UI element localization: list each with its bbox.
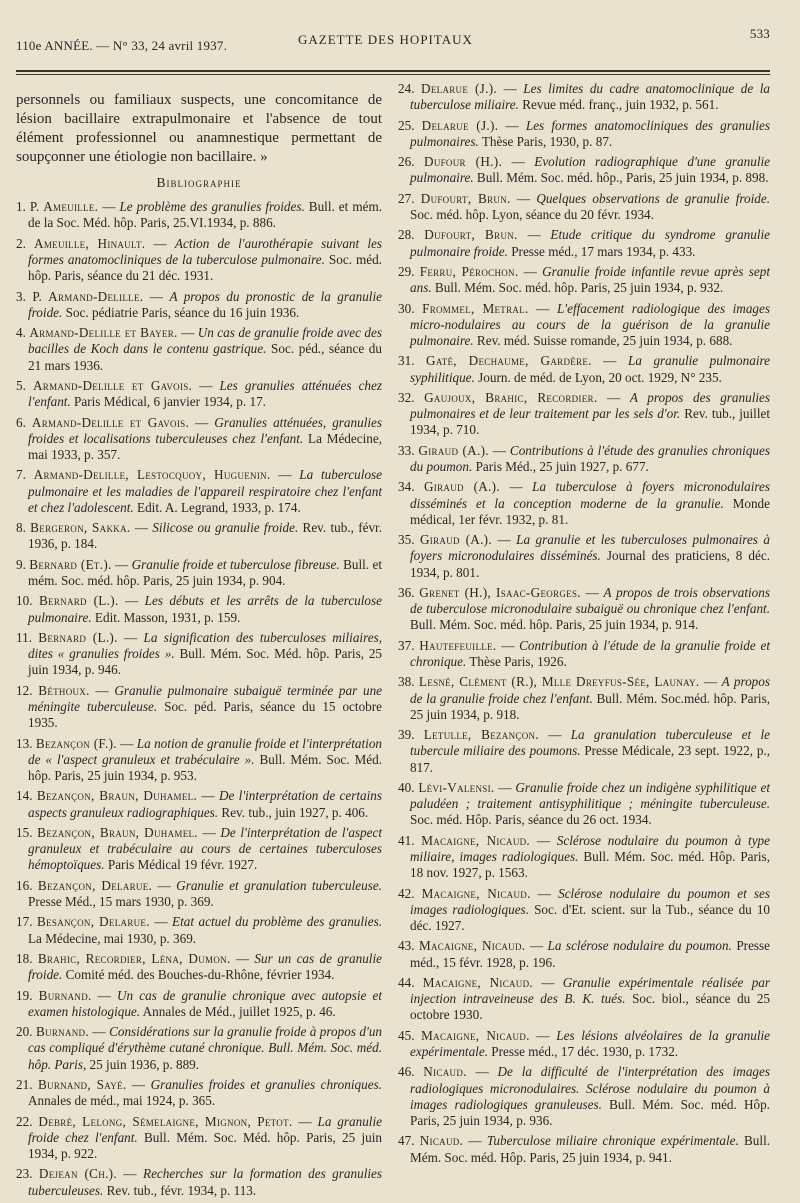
reference-item: 19. Burnand. — Un cas de granulie chronique avec autopsie et examen histologique. Annales de Méd., juillet 1925, p. 46. (16, 987, 383, 1019)
reference-item: 9. Bernard (Et.). — Granulie froide et tuberculose fibreuse. Bull. et mém. Soc. méd. hôp. Paris, 25 juin 1934, p. 904. (16, 556, 383, 588)
page-header (16, 24, 770, 56)
reference-title: La granulie froide chez l'enfant. (28, 1113, 382, 1145)
reference-number: 1. (16, 199, 26, 215)
reference-source: Soc. péd. Paris, séance du 15 octobre 1935. (28, 698, 383, 731)
reference-authors: Bernard (L.). (38, 629, 118, 645)
reference-title: Les formes anatomocliniques des granulies pulmonaires. (410, 117, 770, 149)
reference-item: 43. Macaigne, Nicaud. — La sclérose nodulaire du poumon. Presse méd., 15 févr. 1928, p. 196. (398, 938, 771, 970)
reference-item: 10. Bernard (L.). — Les débuts et les arrêts de la tuberculose pulmonaire. Edit. Masson, 1931, p. 159. (16, 593, 383, 625)
reference-authors: Macaigne, Nicaud. (421, 1027, 530, 1043)
reference-item: 38. Lesné, Clément (R.), Mlle Dreyfus-Sée, Launay. — A propos de la granulie froide chez l'enfant. Bull. Mém. Soc.méd. hôp. Paris, 25 juin 1934, p. 918. (398, 674, 770, 722)
reference-item: 17. Besançon, Delarue. — Etat actuel du problème des granulies. La Médecine, mai 1930, p. 369. (16, 914, 383, 946)
reference-item: 22. Debré, Lelong, Sémelaigne, Mignon, Petot. — La granulie froide chez l'enfant. Bull. Mém. Soc. Méd. hôp. Paris, 25 juin 1934, p. 922. (16, 1113, 382, 1161)
reference-list-right (398, 81, 770, 1166)
reference-title: Recherches sur la formation des granulies tuberculeuses. (28, 1166, 383, 1198)
reference-item: 12. Béthoux. — Granulie pulmonaire subaiguë terminée par une méningite tuberculeuse. Soc. péd. Paris, séance du 15 octobre 1935. (16, 682, 383, 731)
reference-item: 4. Armand-Delille et Bayer. — Un cas de granulie froide avec des bacilles de Koch dans le contenu gastrique. Soc. péd., séance du 21 mars 1936. (16, 325, 383, 373)
reference-authors: Bergeron, Sakka. (30, 520, 131, 536)
reference-authors: Giraud (A.). (423, 479, 500, 495)
reference-source: Rev. tub., juin 1927, p. 406. (221, 804, 369, 820)
reference-title: La tuberculose à foyers micronodulaires disséminés et la conception moderne de la granulie. (410, 479, 770, 511)
reference-source: Journal des praticiens, 8 déc. 1934, p. 801. (410, 548, 770, 580)
reference-authors: Bernard (L.). (38, 593, 119, 609)
reference-item: 11. Bernard (L.). — La signification des tuberculoses miliaires, dites « granulies froides ». Bull. Mém. Soc. Méd. hôp. Paris, 25 juin 1934, p. 946. (16, 629, 383, 678)
reference-list-left (16, 199, 382, 1199)
reference-source: Rev. méd. Suisse romande, 25 juin 1934, p. 688. (476, 332, 733, 348)
reference-authors: Grenet (H.), Isaac-Georges. (419, 584, 581, 600)
reference-title: De la difficulté de l'interprétation des images radiologiques micronodulaires. Sclérose nodulaire du poumon à images radiologiques granuleuses. (410, 1064, 771, 1112)
reference-title: La granulie et les tuberculoses pulmonaires à foyers micronodulaires disséminés. (410, 532, 771, 564)
reference-authors: Bernard (Et.). (29, 556, 112, 572)
reference-source: Presse méd., 17 mars 1934, p. 433. (511, 243, 696, 259)
reference-authors: Ameuille, Hinault. (34, 235, 146, 251)
reference-source: Edit. Masson, 1931, p. 159. (94, 609, 241, 625)
reference-number: 24. (398, 81, 415, 96)
reference-title: Contribution à l'étude de la granulie froide et chronique. (410, 637, 771, 669)
left-column (16, 81, 382, 1203)
reference-number: 21. (16, 1076, 33, 1092)
reference-title: Sclérose nodulaire du poumon et ses images radiologiques. (410, 885, 771, 917)
reference-source: Comité méd. des Bouches-du-Rhône, février 1934. (65, 967, 335, 983)
reference-source: Bull. Mém. Soc. méd. Hôp. Paris, 18 nov. 1927, p. 1563. (410, 848, 770, 881)
reference-title: Un cas de granulie chronique avec autopsie et examen histologique. (28, 987, 383, 1019)
reference-item: 41. Macaigne, Nicaud. — Sclérose nodulaire du poumon à type miliaire, images radiologiques. Bull. Mém. Soc. méd. Hôp. Paris, 18 nov. 1927, p. 1563. (398, 832, 770, 881)
reference-title: Etude critique du syndrome granulie pulmonaire froide. (410, 227, 771, 259)
reference-title: Granulie froide et tuberculose fibreuse. (131, 556, 340, 572)
reference-number: 28. (398, 227, 415, 243)
reference-title: A propos du pronostic de la granulie froide. (28, 288, 382, 320)
reference-item: 24. Delarue (J.). — Les limites du cadre anatomoclinique de la tuberculose miliaire. Revue méd. franç., juin 1932, p. 561. (398, 81, 771, 113)
reference-item: 16. Bezançon, Delarue. — Granulie et granulation tuberculeuse. Presse Méd., 15 mars 1930, p. 369. (16, 877, 383, 909)
reference-item: 27. Dufourt, Brun. — Quelques observations de granulie froide. Soc. méd. hôp. Lyon, séance du 20 févr. 1934. (398, 190, 771, 222)
reference-number: 2. (16, 235, 26, 251)
reference-item: 35. Giraud (A.). — La granulie et les tuberculoses pulmonaires à foyers micronodulaires disséminés. Journal des praticiens, 8 déc. 1934, p. 801. (398, 532, 771, 580)
reference-number: 10. (16, 593, 33, 609)
right-column (398, 81, 770, 1203)
reference-title: A propos de la granulie froide chez l'enfant. (410, 674, 770, 706)
reference-authors: Armand-Delille et Bayer. (29, 325, 178, 341)
reference-number: 20. (16, 1024, 33, 1040)
reference-authors: Bezançon, Braun, Duhamel. (37, 824, 198, 840)
reference-authors: Gaujoux, Brahic, Recordier. (424, 389, 598, 405)
reference-number: 6. (16, 414, 26, 430)
reference-number: 4. (16, 325, 26, 341)
reference-source: Bull. Mém. Soc. méd. hôp. Paris, 25 juin 1934, p. 914. (410, 617, 699, 633)
reference-number: 8. (16, 520, 26, 536)
reference-number: 34. (398, 479, 415, 495)
reference-item: 8. Bergeron, Sakka. — Silicose ou granulie froide. Rev. tub., févr. 1936, p. 184. (16, 520, 383, 552)
reference-source: Paris Méd., 25 juin 1927, p. 677. (475, 458, 649, 474)
reference-authors: Macaigne, Nicaud. (418, 938, 526, 954)
reference-number: 5. (16, 377, 26, 393)
reference-title: Granulie expérimentale réalisée par injection intraveineuse des B. K. tués. (410, 974, 771, 1007)
reference-number: 41. (398, 832, 415, 848)
reference-title: La granulation tuberculeuse et le tubercule miliaire des poumons. (410, 727, 770, 759)
reference-number: 37. (398, 637, 415, 653)
reference-source: Bull. Mém. Soc. Méd. hôp. Paris, 25 juin 1934, p. 953. (28, 751, 382, 783)
reference-number: 17. (16, 914, 33, 930)
reference-source: Soc. d'Et. scient. sur la Tub., séance du 10 déc. 1927. (410, 901, 771, 933)
reference-item: 46. Nicaud. — De la difficulté de l'interprétation des images radiologiques micronodulaires. Sclérose nodulaire du poumon à images radiologiques granuleuses. Bull. Mém. Soc. méd. Hôp. Paris, 25 juin 1934, p. 936. (398, 1064, 771, 1128)
reference-number: 47. (398, 1133, 415, 1149)
reference-item: 1. P. Ameuille. — Le problème des granulies froides. Bull. et mém. de la Soc. Méd. hôp. Paris, 25.VI.1934, p. 886. (16, 199, 382, 231)
reference-item: 44. Macaigne, Nicaud. — Granulie expérimentale réalisée par injection intraveineuse des B. K. tués. Soc. biol., séance du 25 octobre 1930. (398, 974, 771, 1023)
reference-number: 16. (16, 877, 33, 893)
reference-title: Les débuts et les arrêts de la tuberculose pulmonaire. (28, 593, 383, 625)
reference-title: Quelques observations de granulie froide. (536, 190, 771, 206)
reference-number: 7. (16, 467, 26, 483)
reference-title: Contributions à l'étude des granulies chroniques du poumon. (410, 442, 770, 474)
reference-item: 7. Armand-Delille, Lestocquoy, Huguenin. — La tuberculose pulmonaire et les maladies de l'appareil respiratoire chez l'enfant et chez l'adolescent. Edit. A. Legrand, 1933, p. 174. (16, 467, 383, 515)
reference-source: Soc. pédiatrie Paris, séance du 16 juin 1936. (65, 304, 300, 320)
reference-item: 5. Armand-Delille et Gavois. — Les granulies atténuées chez l'enfant. Paris Médical, 6 janvier 1934, p. 17. (16, 377, 383, 410)
bibliography-heading: Bibliographie (156, 175, 242, 190)
reference-source: Rev. tub., juillet 1934, p. 710. (410, 406, 771, 438)
reference-authors: Armand-Delille et Gavois. (31, 414, 190, 430)
reference-item: 31. Gaté, Dechaume, Gardère. — La granulie pulmonaire syphilitique. Journ. de méd. de Lyon, 20 oct. 1929, N° 235. (398, 353, 770, 385)
reference-source: Rev. tub., févr. 1934, p. 113. (106, 1182, 257, 1198)
reference-item: 34. Giraud (A.). — La tuberculose à foyers micronodulaires disséminés et la conception moderne de la granulie. Monde médical, 1er févr. 1932, p. 81. (398, 479, 771, 527)
reference-authors: Dufourt, Brun. (424, 227, 518, 243)
header-rule (16, 70, 770, 75)
reference-number: 18. (16, 950, 33, 966)
reference-authors: Giraud (A.). (418, 442, 489, 458)
reference-source: Presse Médicale, 23 sept. 1922, p., 817. (410, 743, 771, 775)
reference-number: 44. (398, 974, 415, 990)
reference-authors: Delarue (J.). (421, 81, 497, 96)
reference-title: Etat actuel du problème des granulies. (172, 914, 383, 930)
reference-title: A propos de trois observations de tuberculose micronodulaire subaiguë ou chronique chez l'enfant. (410, 584, 771, 617)
reference-authors: Bezançon (F.). (35, 735, 117, 751)
reference-authors: Nicaud. (423, 1064, 467, 1080)
reference-title: Les lésions alvéolaires de la granulie expérimentale. (410, 1027, 771, 1059)
reference-authors: Dufour (H.). (424, 154, 503, 170)
reference-title: Sclérose nodulaire du poumon à type miliaire, images radiologiques. (410, 832, 770, 864)
reference-number: 26. (398, 154, 415, 170)
reference-source: La Médecine, mai 1933, p. 357. (28, 430, 383, 462)
reference-source: Soc. méd. Hôp. Paris, séance du 26 oct. 1934. (410, 812, 652, 828)
reference-authors: Bezançon, Delarue. (37, 877, 153, 893)
reference-title: Evolution radiographique d'une granulie pulmonaire. (410, 154, 771, 186)
reference-number: 22. (16, 1113, 33, 1129)
reference-title: Un cas de granulie froide avec des bacilles de Koch dans le contenu gastrique. (28, 325, 383, 357)
reference-authors: Hautefeuille. (419, 637, 497, 653)
reference-source: Bull. Mém. Soc. méd. Hôp. Paris, 25 juin 1934, p. 941. (410, 1133, 771, 1165)
reference-source: Paris Médical 19 févr. 1927. (107, 857, 258, 873)
reference-source: Soc. méd. hôp. Paris, séance du 21 déc. 1931. (28, 252, 382, 284)
reference-authors: Béthoux. (38, 682, 90, 698)
reference-authors: Brahic, Recordier, Léna, Dumon. (37, 950, 231, 966)
reference-source: Thèse Paris, 1926. (469, 653, 567, 669)
reference-number: 14. (16, 788, 33, 804)
reference-number: 36. (398, 584, 415, 600)
reference-title: Granulies atténuées, granulies froides et localisations tuberculeuses chez l'enfant. (28, 414, 383, 446)
reference-source: Paris Médical, 6 janvier 1934, p. 17. (74, 394, 266, 410)
reference-title: A propos des granulies pulmonaires et de leur traitement par les sels d'or. (410, 389, 771, 422)
reference-number: 30. (398, 300, 415, 316)
reference-item: 28. Dufourt, Brun. — Etude critique du syndrome granulie pulmonaire froide. Presse méd., 17 mars 1934, p. 433. (398, 227, 771, 259)
reference-authors: Besançon, Delarue. (37, 914, 150, 930)
reference-source: Monde médical, 1er févr. 1932, p. 81. (410, 495, 771, 527)
reference-authors: Burnand. (38, 987, 92, 1003)
reference-item: 23. Dejean (Ch.). — Recherches sur la formation des granulies tuberculeuses. Rev. tub., févr. 1934, p. 113. (16, 1166, 383, 1198)
reference-item: 29. Ferru, Pérochon. — Granulie froide infantile revue après sept ans. Bull. Mém. Soc. méd. hôp. Paris, 25 juin 1934, p. 932. (398, 263, 770, 296)
reference-authors: Ferru, Pérochon. (419, 263, 519, 279)
reference-source: Bull. Mém. Soc. méd. Hôp. Paris, 25 juin 1934, p. 936. (410, 1096, 770, 1128)
reference-number: 38. (398, 674, 415, 690)
reference-number: 15. (16, 824, 33, 840)
reference-item: 47. Nicaud. — Tuberculose miliaire chronique expérimentale. Bull. Mém. Soc. méd. Hôp. Paris, 25 juin 1934, p. 941. (398, 1133, 771, 1165)
reference-source: Edit. A. Legrand, 1933, p. 174. (137, 499, 301, 515)
reference-title: Les granulies atténuées chez l'enfant. (28, 377, 383, 410)
reference-title: Granulie et granulation tuberculeuse. (176, 877, 383, 893)
reference-item: 13. Bezançon (F.). — La notion de granulie froide et l'interprétation de « l'aspect granuleux et trabéculaire ». Bull. Mém. Soc. Méd. hôp. Paris, 25 juin 1934, p. 953. (16, 735, 383, 783)
reference-authors: Debré, Lelong, Sémelaigne, Mignon, Petot. (38, 1113, 293, 1129)
reference-number: 3. (16, 288, 26, 304)
reference-authors: Dufourt, Brun. (420, 190, 511, 206)
reference-source: 25 juin 1936, p. 889. (89, 1056, 200, 1072)
reference-number: 32. (398, 389, 415, 405)
reference-number: 40. (398, 779, 415, 795)
reference-title: Le problème des granulies froides. (119, 199, 305, 215)
reference-source: Presse méd., 15 févr. 1928, p. 196. (410, 938, 771, 970)
reference-item: 25. Delarue (J.). — Les formes anatomocliniques des granulies pulmonaires. Thèse Paris, 1930, p. 87. (398, 117, 770, 149)
reference-title: De l'interprétation de l'aspect granuleux et trabéculaire au cours de certaines tuberculoses hémoptoïques. (28, 824, 383, 873)
two-column-body (16, 81, 770, 1203)
reference-title: La sclérose nodulaire du poumon. (547, 938, 732, 954)
reference-title: Tuberculose miliaire chronique expérimentale. (486, 1133, 739, 1149)
reference-source: Soc. biol., séance du 25 octobre 1930. (410, 991, 771, 1023)
reference-item: 42. Macaigne, Nicaud. — Sclérose nodulaire du poumon et ses images radiologiques. Soc. d'Et. scient. sur la Tub., séance du 10 déc. 1927. (398, 885, 771, 933)
reference-authors: Nicaud. (419, 1133, 464, 1149)
reference-number: 42. (398, 885, 415, 901)
reference-authors: Macaigne, Nicaud. (422, 974, 534, 990)
reference-authors: P. Ameuille. (29, 199, 99, 215)
reference-source: Annales de Méd., juillet 1925, p. 46. (142, 1003, 336, 1019)
reference-title: Granulie froide infantile revue après sept ans. (410, 263, 770, 296)
reference-authors: Armand-Delille, Lestocquoy, Huguenin. (33, 467, 271, 483)
reference-source: Presse Méd., 15 mars 1930, p. 369. (28, 893, 214, 909)
reference-number: 43. (398, 938, 415, 954)
reference-number: 23. (16, 1166, 33, 1182)
reference-number: 39. (398, 727, 415, 743)
reference-number: 27. (398, 190, 415, 206)
reference-source: Journ. de méd. de Lyon, 20 oct. 1929, N° 235. (478, 369, 722, 385)
reference-source: Bull. Mém. Soc. Méd. hôp. Paris, 25 juin 1934, p. 946. (28, 646, 383, 678)
reference-title: Les limites du cadre anatomoclinique de la tuberculose miliaire. (410, 81, 771, 113)
reference-authors: Macaigne, Nicaud. (421, 832, 531, 848)
journal-title: GAZETTE DES HOPITAUX (298, 32, 473, 47)
reference-number: 45. (398, 1027, 415, 1043)
reference-number: 19. (16, 987, 33, 1003)
reference-authors: Giraud (A.). (419, 532, 492, 548)
reference-item: 37. Hautefeuille. — Contribution à l'étude de la granulie froide et chronique. Thèse Paris, 1926. (398, 637, 771, 669)
reference-source: Soc. méd. hôp. Lyon, séance du 20 févr. 1934. (410, 206, 654, 222)
reference-authors: Lévi-Valensi. (418, 779, 495, 795)
reference-source: Bull. et mém. Soc. méd. hôp. Paris, 25 juin 1934, p. 904. (28, 556, 383, 588)
reference-source: Bull. Mém. Soc. méd. hôp. Paris, 25 juin 1934, p. 932. (434, 280, 724, 296)
reference-authors: Delarue (J.). (421, 117, 499, 133)
reference-authors: Armand-Delille et Gavois. (32, 377, 193, 393)
reference-item: 33. Giraud (A.). — Contributions à l'étude des granulies chroniques du poumon. Paris Méd., 25 juin 1927, p. 677. (398, 442, 770, 474)
reference-number: 25. (398, 117, 415, 133)
reference-source: Rev. tub., févr. 1936, p. 184. (28, 520, 383, 552)
reference-source: Bull. Mém. Soc. méd. hôp., Paris, 25 juin 1934, p. 898. (476, 170, 769, 186)
reference-title: La signification des tuberculoses miliaires, dites « granulies froides ». (28, 629, 383, 662)
reference-item: 15. Bezançon, Braun, Duhamel. — De l'interprétation de l'aspect granuleux et trabéculaire au cours de certaines tuberculoses hémoptoïques. Paris Médical 19 févr. 1927. (16, 824, 383, 873)
reference-source: Bull. et mém. de la Soc. Méd. hôp. Paris, 25.VI.1934, p. 886. (28, 199, 382, 231)
reference-title: Granulie pulmonaire subaiguë terminée par une méningite tuberculeuse. (28, 682, 383, 714)
reference-number: 11. (16, 629, 32, 645)
reference-authors: Letulle, Bezançon. (423, 727, 539, 743)
reference-item: 45. Macaigne, Nicaud. — Les lésions alvéolaires de la granulie expérimentale. Presse méd., 17 déc. 1930, p. 1732. (398, 1027, 771, 1059)
reference-item: 39. Letulle, Bezançon. — La granulation tuberculeuse et le tubercule miliaire des poumons. Presse Médicale, 23 sept. 1922, p., 817. (398, 727, 771, 775)
reference-item: 36. Grenet (H.), Isaac-Georges. — A propos de trois observations de tuberculose micronodulaire subaiguë ou chronique chez l'enfant. Bull. Mém. Soc. méd. hôp. Paris, 25 juin 1934, p. 914. (398, 584, 771, 633)
reference-item: 14. Bezançon, Braun, Duhamel. — De l'interprétation de certains aspects granuleux radiographiques. Rev. tub., juin 1927, p. 406. (16, 788, 383, 820)
reference-number: 12. (16, 682, 33, 698)
reference-number: 29. (398, 263, 415, 279)
reference-authors: Gaté, Dechaume, Gardère. (426, 353, 592, 369)
reference-source: La Médecine, mai 1930, p. 369. (28, 930, 197, 946)
reference-title: Granulies froides et granulies chroniques. (150, 1076, 383, 1092)
reference-title: La tuberculose pulmonaire et les maladies de l'appareil respiratoire chez l'enfant et chez l'adolescent. (28, 467, 383, 515)
reference-title: Considérations sur la granulie froide à propos d'un cas compliqué d'érythème cutané chronique. Bull. Mém. Soc. méd. hôp. Paris, (28, 1024, 383, 1072)
reference-source: Revue méd. franç., juin 1932, p. 561. (522, 97, 719, 113)
reference-item: 32. Gaujoux, Brahic, Recordier. — A propos des granulies pulmonaires et de leur traitement par les sels d'or. Rev. tub., juillet 1934, p. 710. (398, 389, 771, 438)
intro-paragraph: personnels ou familiaux suspects, une concomitance de lésion bacillaire extrapulmonaire et l'absence de tout élément professionnel ou anamnestique permettant de soupçonner une étiologie non bacillaire. » (16, 92, 382, 165)
reference-number: 35. (398, 532, 415, 548)
page-number: 533 (749, 26, 770, 41)
reference-authors: Burnand. (35, 1024, 89, 1040)
reference-number: 31. (398, 353, 415, 369)
reference-title: Granulie froide chez un indigène syphilitique et paludéen ; traitement antisyphilitique ; méningite tuberculeuse. (410, 779, 770, 812)
reference-title: Action de l'aurothérapie suivant les formes anatomocliniques de la tuberculose pulmonaire. (28, 235, 382, 267)
reference-authors: Macaigne, Nicaud. (421, 885, 531, 901)
reference-authors: Dejean (Ch.). (38, 1166, 117, 1182)
reference-title: La notion de granulie froide et l'interprétation de « l'aspect granuleux et trabéculaire ». (28, 735, 383, 767)
reference-item: 21. Burnand, Sayé. — Granulies froides et granulies chroniques. Annales de méd., mai 1924, p. 365. (16, 1076, 383, 1109)
reference-title: L'effacement radiologique des images micro-nodulaires au cours de la guérison de la granulie pulmonaire. (410, 300, 771, 348)
reference-source: Thèse Paris, 1930, p. 87. (481, 133, 613, 149)
reference-item: 26. Dufour (H.). — Evolution radiographique d'une granulie pulmonaire. Bull. Mém. Soc. méd. hôp., Paris, 25 juin 1934, p. 898. (398, 154, 771, 186)
reference-item: 6. Armand-Delille et Gavois. — Granulies atténuées, granulies froides et localisations tuberculeuses chez l'enfant. La Médecine, mai 1933, p. 357. (16, 414, 383, 462)
reference-source: Bull. Mém. Soc. Méd. hôp. Paris, 25 juin 1934, p. 922. (28, 1129, 382, 1161)
reference-authors: Lesné, Clément (R.), Mlle Dreyfus-Sée, Launay. (418, 674, 700, 690)
issue-info: 110e ANNÉE. — N° 33, 24 avril 1937. (16, 38, 228, 53)
reference-title: La granulie pulmonaire syphilitique. (410, 353, 770, 385)
reference-authors: Burnand, Sayé. (37, 1076, 127, 1092)
reference-item: 30. Frommel, Metral. — L'effacement radiologique des images micro-nodulaires au cours de la guérison de la granulie pulmonaire. Rev. méd. Suisse romande, 25 juin 1934, p. 688. (398, 300, 771, 348)
reference-source: Annales de méd., mai 1924, p. 365. (28, 1093, 216, 1109)
reference-item: 18. Brahic, Recordier, Léna, Dumon. — Sur un cas de granulie froide. Comité méd. des Bouches-du-Rhône, février 1934. (16, 950, 382, 983)
reference-source: Presse méd., 17 déc. 1930, p. 1732. (491, 1043, 679, 1059)
reference-item: 2. Ameuille, Hinault. — Action de l'aurothérapie suivant les formes anatomocliniques de la tuberculose pulmonaire. Soc. méd. hôp. Paris, séance du 21 déc. 1931. (16, 235, 382, 284)
reference-item: 40. Lévi-Valensi. — Granulie froide chez un indigène syphilitique et paludéen ; traitement antisyphilitique ; méningite tuberculeuse. Soc. méd. Hôp. Paris, séance du 26 oct. 1934. (398, 779, 770, 828)
reference-item: 20. Burnand. — Considérations sur la granulie froide à propos d'un cas compliqué d'érythème cutané chronique. Bull. Mém. Soc. méd. hôp. Paris, 25 juin 1936, p. 889. (16, 1024, 383, 1072)
reference-source: Bull. Mém. Soc.méd. hôp. Paris, 25 juin 1934, p. 918. (410, 690, 770, 722)
reference-number: 33. (398, 442, 415, 458)
reference-number: 9. (16, 556, 26, 572)
reference-item: 3. P. Armand-Delille. — A propos du pronostic de la granulie froide. Soc. pédiatrie Paris, séance du 16 juin 1936. (16, 288, 382, 320)
reference-title: De l'interprétation de certains aspects granuleux radiographiques. (28, 788, 383, 820)
reference-title: Silicose ou granulie froide. (152, 520, 299, 536)
reference-authors: Bezançon, Braun, Duhamel. (36, 788, 198, 804)
reference-authors: P. Armand-Delille. (32, 288, 144, 304)
reference-authors: Frommel, Metral. (422, 300, 529, 316)
reference-title: Sur un cas de granulie froide. (28, 950, 382, 983)
reference-number: 46. (398, 1064, 415, 1080)
reference-number: 13. (16, 735, 33, 751)
reference-source: Soc. péd., séance du 21 mars 1936. (28, 341, 382, 373)
